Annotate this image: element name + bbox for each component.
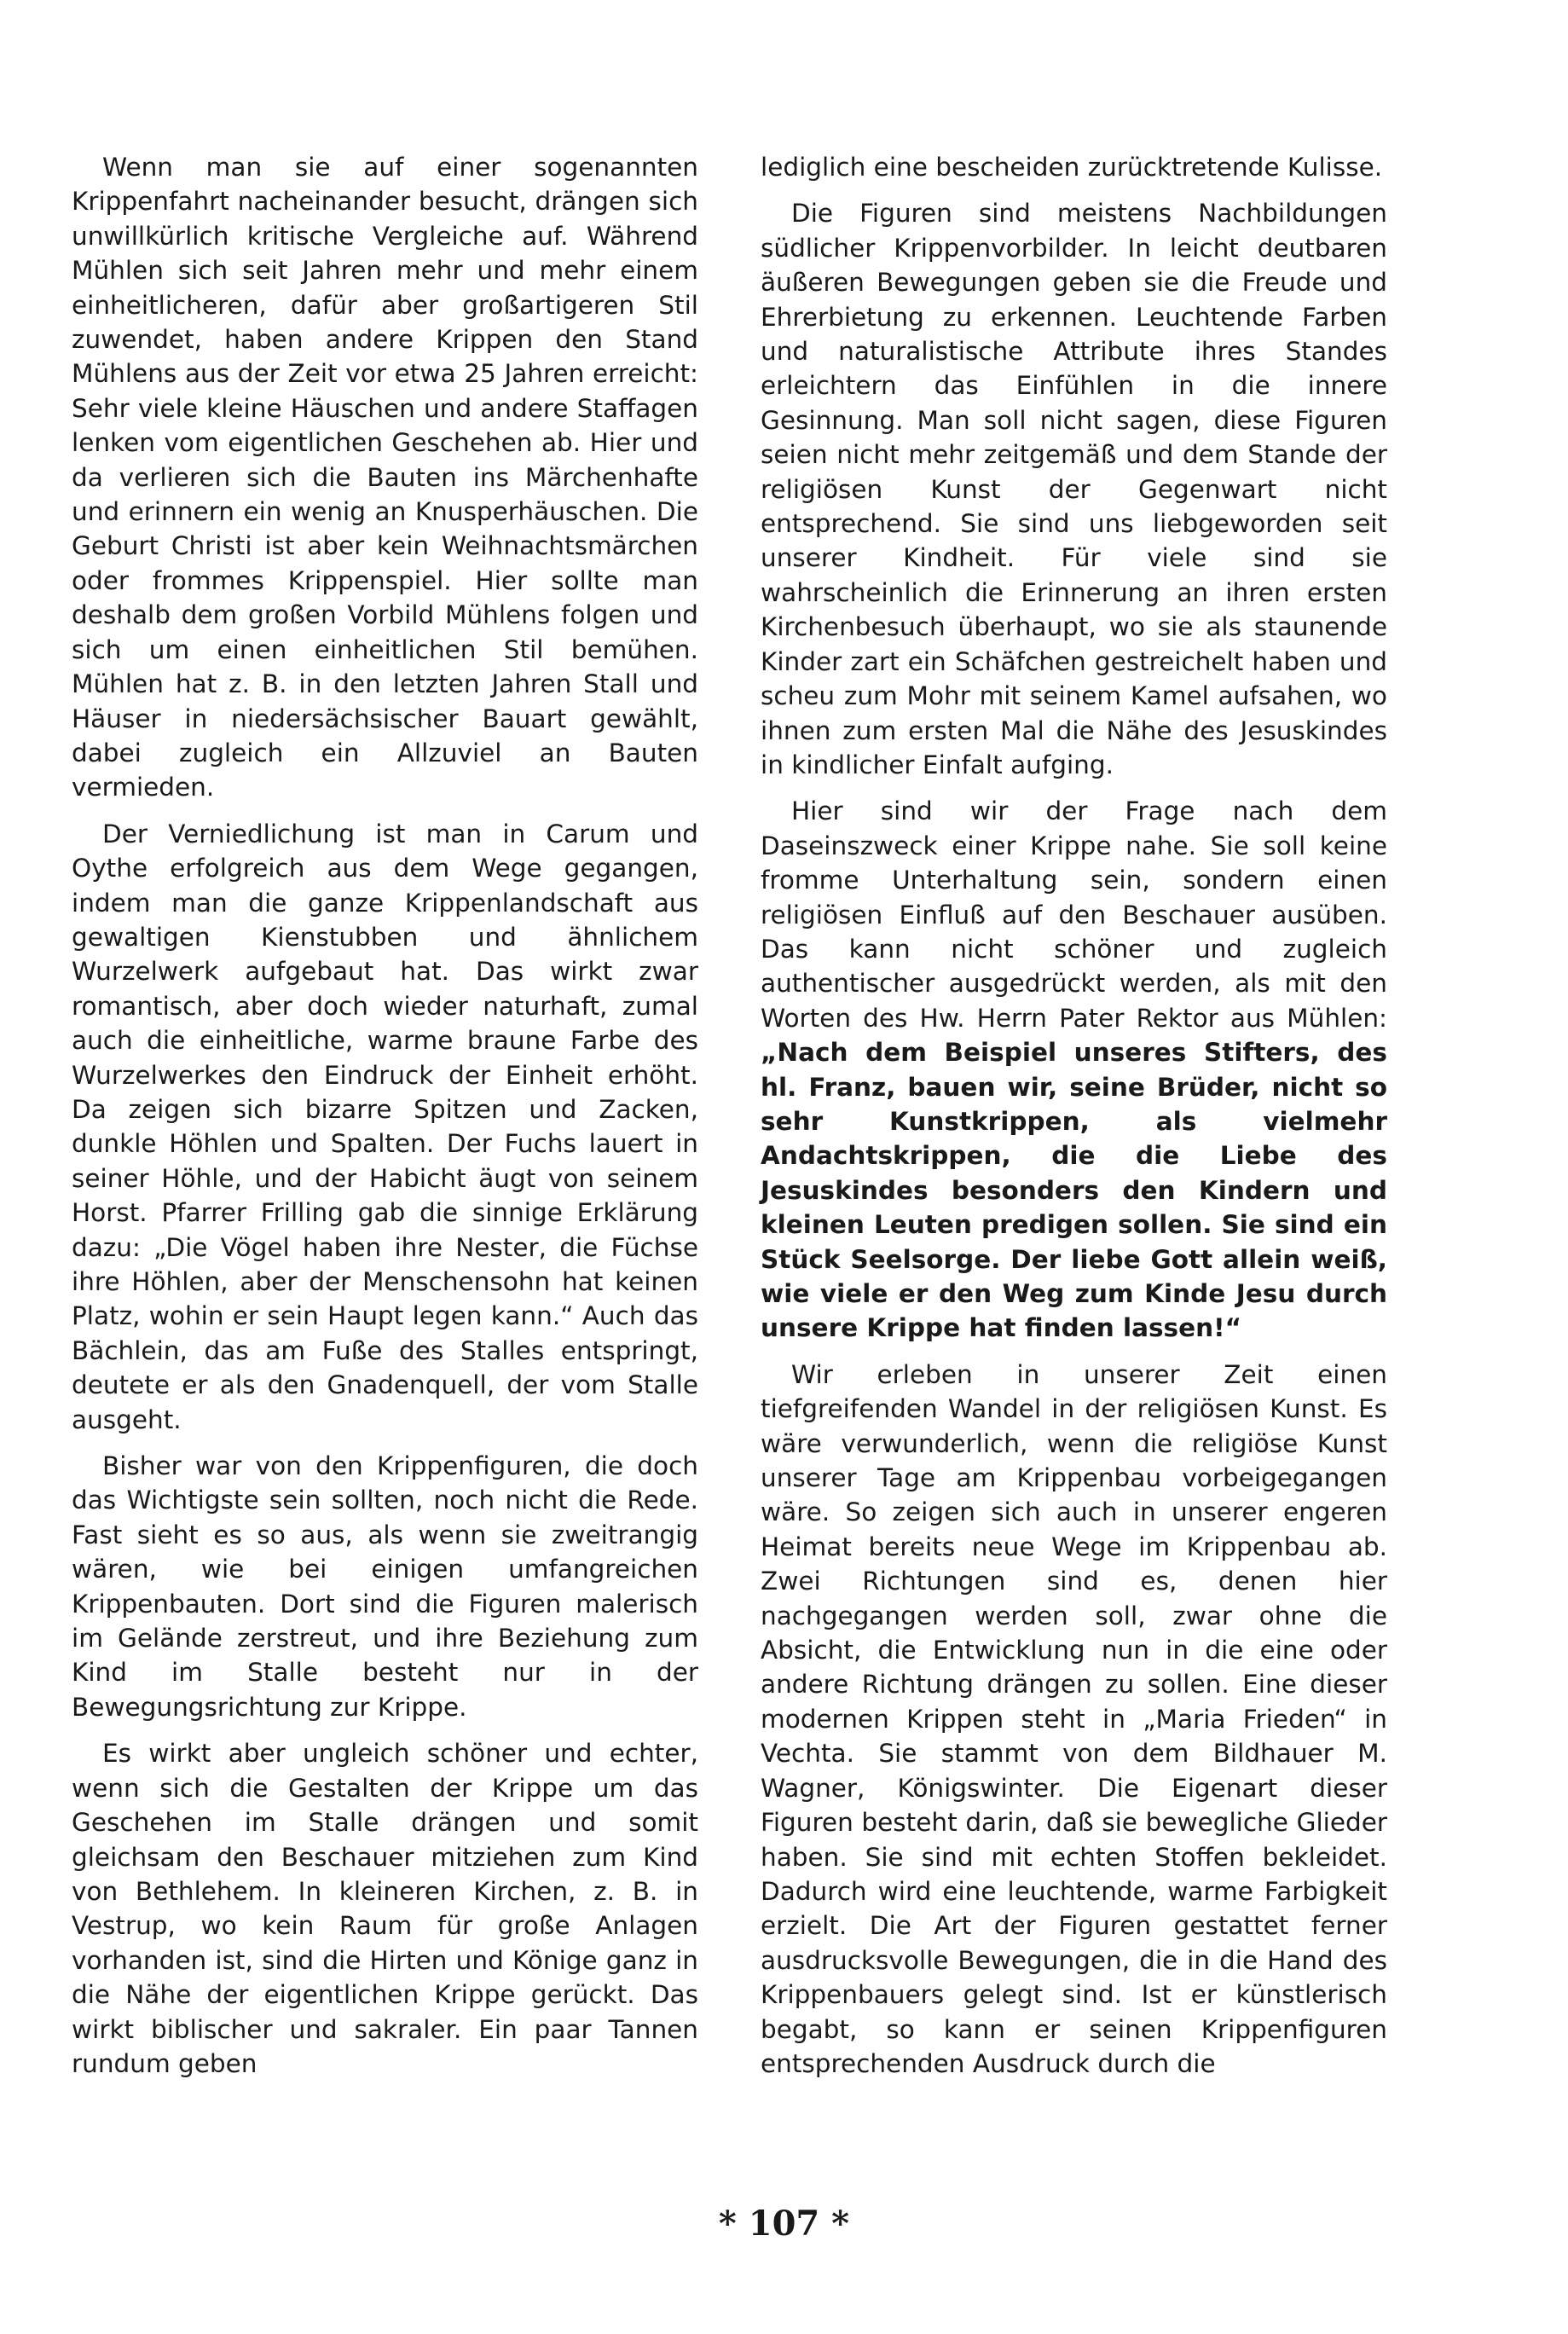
- paragraph-text: Hier sind wir der Frage nach dem Daseinszweck einer Krippe nahe. Sie soll keine fromme Unterhaltung sein, sondern einen religiösen Einfluß auf den Beschauer ausüben. Das kann nicht schöner und zugleich authentischer ausgedrückt werden, als mit den Worten des Hw. Herrn Pater Rektor aus Mühlen:: [761, 796, 1387, 1033]
- paragraph: Wir erleben in unserer Zeit einen tiefgreifenden Wandel in der religiösen Kunst. Es wäre verwunderlich, wenn die religiöse Kunst unserer Tage am Krippenbau vorbeigegangen wäre. So zeigen sich auch in unserer engeren Heimat bereits neue Wege im Krippenbau ab. Zwei Richtungen sind es, denen hier nachgegangen werden soll, zwar ohne die Absicht, die Entwicklung nun in die eine oder andere Richtung drängen zu sollen. Eine dieser modernen Krippen steht in „Maria Frieden“ in Vechta. Sie stammt von dem Bildhauer M. Wagner, Königswinter. Die Eigenart dieser Figuren besteht darin, daß sie bewegliche Glieder haben. Sie sind mit echten Stoffen bekleidet. Dadurch wird eine leuchtende, warme Farbigkeit erzielt. Die Art der Figuren gestattet ferner ausdrucksvolle Bewegungen, die in die Hand des Krippenbauers gelegt sind. Ist er künstlerisch begabt, so kann er seinen Krippenfiguren entsprechenden Ausdruck durch die: [761, 1359, 1387, 2078]
- paragraph: Der Verniedlichung ist man in Carum und Oythe erfolgreich aus dem Wege gegangen, indem man die ganze Krippenlandschaft aus gewaltigen Kienstubben und ähnlichem Wurzelwerk aufgebaut hat. Das wirkt zwar romantisch, aber doch wieder naturhaft, zumal auch die einheitliche, warme braune Farbe des Wurzelwerkes den Eindruck der Einheit erhöht. Da zeigen sich bizarre Spitzen und Zacken, dunkle Höhlen und Spalten. Der Fuchs lauert in seiner Höhle, und der Habicht äugt von seinem Horst. Pfarrer Frilling gab die sinnige Erklärung dazu: „Die Vögel haben ihre Nester, die Füchse ihre Höhlen, aber der Menschensohn hat keinen Platz, wohin er sein Haupt legen kann.“ Auch das Bächlein, das am Fuße des Stalles entspringt, deutete er als den Gnadenquell, der vom Stalle ausgeht.: [72, 819, 698, 1434]
- paragraph: Bisher war von den Krippenfiguren, die doch das Wichtigste sein sollten, noch nicht die Rede. Fast sieht es so aus, als wenn sie zweitrangig wären, wie bei einigen umfangreichen Krippenbauten. Dort sind die Figuren malerisch im Gelände zerstreut, und ihre Beziehung zum Kind im Stalle besteht nur in der Bewegungsrichtung zur Krippe.: [72, 1451, 698, 1722]
- page-number: * 107 *: [718, 2204, 850, 2244]
- paragraph: Es wirkt aber ungleich schöner und echter, wenn sich die Gestalten der Krippe um das Geschehen im Stalle drängen und somit gleichsam den Beschauer mitziehen zum Kind von Bethlehem. In kleineren Kirchen, z. B. in Vestrup, wo kein Raum für große Anlagen vorhanden ist, sind die Hirten und Könige ganz in die Nähe der eigentlichen Krippe gerückt. Das wirkt biblischer und sakraler. Ein paar Tannen rundum geben: [72, 1739, 698, 2078]
- paragraph: Wenn man sie auf einer sogenannten Krippenfahrt nacheinander besucht, drängen sich unwillkürlich kritische Vergleiche auf. Während Mühlen sich seit Jahren mehr und mehr einem einheitlicheren, dafür aber großartigeren Stil zuwendet, haben andere Krippen den Stand Mühlens aus der Zeit vor etwa 25 Jahren erreicht: Sehr viele kleine Häuschen und andere Staffagen lenken vom eigentlichen Geschehen ab. Hier und da verlieren sich die Bauten ins Märchenhafte und erinnern ein wenig an Knusperhäuschen. Die Geburt Christi ist aber kein Weihnachtsmärchen oder frommes Krippenspiel. Hier sollte man deshalb dem großen Vorbild Mühlens folgen und sich um einen einheitlichen Stil bemühen. Mühlen hat z. B. in den letzten Jahren Stall und Häuser in niedersächsischer Bauart gewählt, dabei zugleich ein Allzuviel an Bauten vermieden.: [72, 153, 698, 802]
- left-column: [72, 150, 698, 2093]
- bold-quote: „Nach dem Beispiel unseres Stifters, des hl. Franz, bauen wir, seine Brüder, nicht so sehr Kunstkrippen, als vielmehr Andachtskrippen, die die Liebe des Jesuskindes besonders den Kindern und kleinen Leuten predigen sollen. Sie sind ein Stück Seelsorge. Der liebe Gott allein weiß, wie viele er den Weg zum Kinde Jesu durch unsere Krippe hat finden lassen!“: [761, 1038, 1387, 1343]
- paragraph-continuation: lediglich eine bescheiden zurücktretende Kulisse.: [761, 153, 1383, 182]
- paragraph: Die Figuren sind meistens Nachbildungen südlicher Krippenvorbilder. In leicht deutbaren äußeren Bewegungen geben sie die Freude und Ehrerbietung zu erkennen. Leuchtende Farben und naturalistische Attribute ihres Standes erleichtern das Einfühlen in die innere Gesinnung. Man soll nicht sagen, diese Figuren seien nicht mehr zeitgemäß und dem Stande der religiösen Kunst der Gegenwart nicht entsprechend. Sie sind uns liebgeworden seit unserer Kindheit. Für viele sind sie wahrscheinlich die Erinnerung an ihren ersten Kirchenbesuch überhaupt, wo sie als staunende Kinder zart ein Schäfchen gestreichelt haben und scheu zum Mohr mit seinem Kamel aufsahen, wo ihnen zum ersten Mal die Nähe des Jesuskindes in kindlicher Einfalt aufging.: [761, 199, 1387, 779]
- right-column: [761, 150, 1387, 2093]
- paragraph-with-quote: [761, 794, 1387, 1346]
